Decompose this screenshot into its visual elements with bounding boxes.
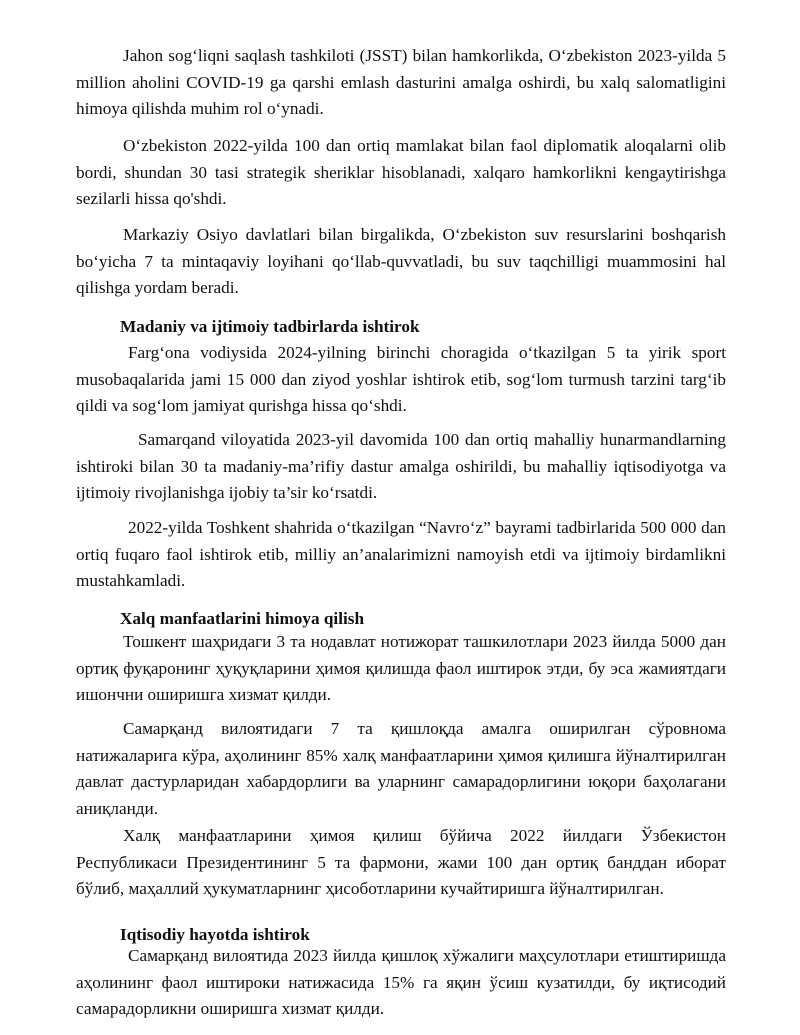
paragraph-survey-results: Самарқанд вилоятидаги 7 та қишлоқда амалга оширилган сўровнома натижаларига кўра, аҳолининг 85% халқ манфаатларини ҳимоя қилишга йўналтирилган давлат дастурларидан хабардорлиги ва уларнинг самарадорлигини юқори баҳолагани аниқланди.	[76, 719, 726, 818]
paragraph-water-resources: Markaziy Osiyo davlatlari bilan birgalikda, O‘zbekiston suv resurslarini boshqarish bo‘yicha 7 ta mintaqaviy loyihani qo‘llab-quvvatladi, bu suv taqchilligi muammosini hal qilishga yordam beradi.	[76, 225, 726, 298]
paragraph-diplomatic-relations: O‘zbekiston 2022-yilda 100 dan ortiq mamlakat bilan faol diplomatik aloqalarni olib bordi, shundan 30 tasi strategik sheriklar hisoblanadi, xalqaro hamkorlikni kengaytirishga sezilarli hissa qo'shdi.	[76, 136, 726, 209]
paragraph-ngo-rights: Тошкент шаҳридаги 3 та нодавлат нотижорат ташкилотлари 2023 йилда 5000 дан ортиқ фуқаронинг ҳуқуқларини ҳимоя қилишда фаол иштирок этди, бу эса жамиятдаги ишончни оширишга хизмат қилди.	[76, 632, 726, 705]
paragraph-agriculture-growth: Самарқанд вилоятида 2023 йилда қишлоқ хўжалиги маҳсулотлари етиштиришда аҳолининг фаол иштироки натижасида 15% га яқин ўсиш кузатилди, бу иқтисодий самарадорликни оширишга хизмат қилди.	[76, 946, 726, 1019]
paragraph-who-vaccination: Jahon sog‘liqni saqlash tashkiloti (JSST) bilan hamkorlikda, O‘zbekiston 2023-yilda 5 million aholini COVID-19 ga qarshi emlash dasturini amalga oshirdi, bu xalq salomatligini himoya qilishda muhim rol o‘ynadi.	[76, 46, 726, 119]
section-heading-economic: Iqtisodiy hayotda ishtirok	[120, 925, 310, 944]
paragraph-fergana-sports: Farg‘ona vodiysida 2024-yilning birinchi choragida o‘tkazilgan 5 ta yirik sport musobaqalarida jami 15 000 dan ziyod yoshlar ishtirok etib, sog‘lom turmush tarzini targ‘ib qildi va sog‘lom jamiyat qurishga hissa qo‘shdi.	[76, 343, 726, 416]
paragraph-samarkand-crafts: Samarqand viloyatida 2023-yil davomida 100 dan ortiq mahalliy hunarmandlarning ishtiroki bilan 30 ta madaniy-ma’rifiy dastur amalga oshirildi, bu mahalliy iqtisodiyotga va ijtimoiy rivojlanishga ijobiy ta’sir ko‘rsatdi.	[76, 430, 726, 503]
section-heading-cultural: Madaniy va ijtimoiy tadbirlarda ishtirok	[120, 317, 420, 336]
section-heading-public-interest: Xalq manfaatlarini himoya qilish	[120, 609, 365, 628]
paragraph-presidential-decrees: Халқ манфаатларини ҳимоя қилиш бўйича 2022 йилдаги Ўзбекистон Республикаси Президентининг 5 та фармони, жами 100 дан ортиқ банддан иборат бўлиб, маҳаллий ҳукуматларнинг ҳисоботларини кучайтиришга йўналтирилган.	[76, 826, 726, 899]
paragraph-navruz: 2022-yilda Toshkent shahrida o‘tkazilgan “Navro‘z” bayrami tadbirlarida 500 000 dan ortiq fuqaro faol ishtirok etib, milliy an’analarimizni namoyish etdi va ijtimoiy birdamlikni mustahkamladi.	[76, 518, 726, 591]
